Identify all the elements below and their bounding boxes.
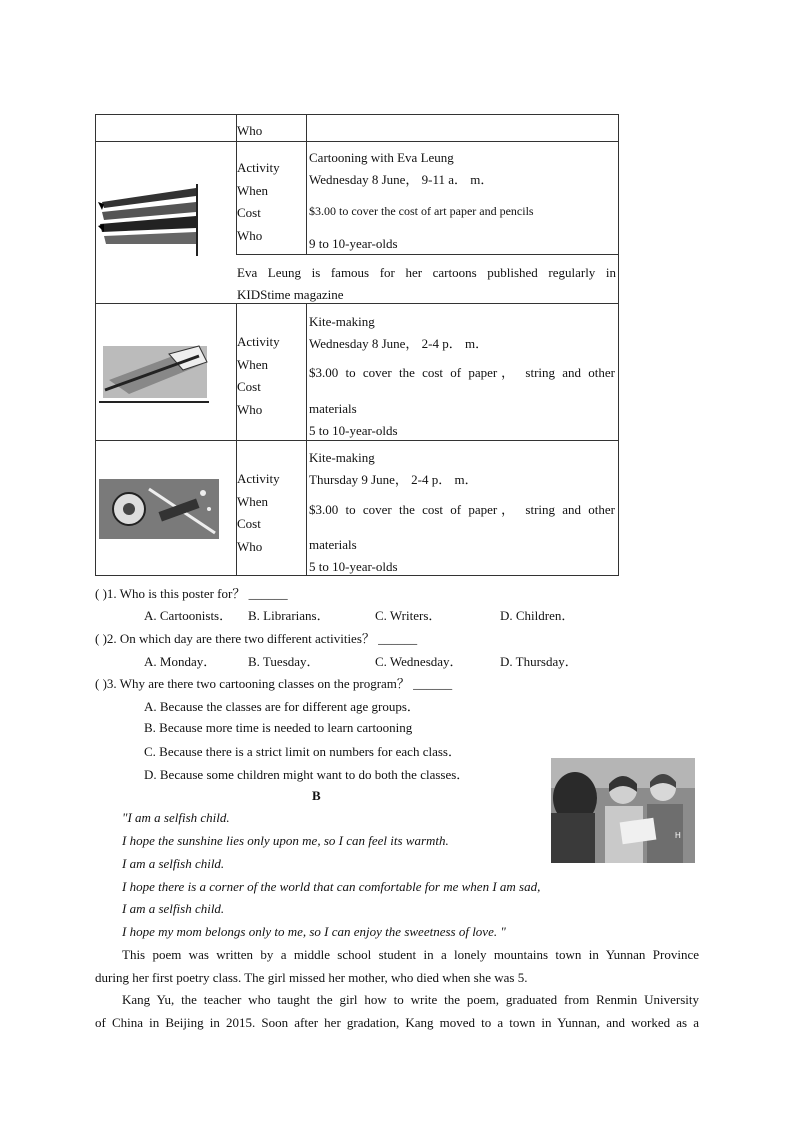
table-row-kite-making-thu <box>96 440 618 576</box>
when-value: Thursday 9 June， 2-4 p． m． <box>309 472 478 487</box>
option-d: D. Because some children might want to do both the classes． <box>144 767 470 782</box>
option-b: B. Because more time is needed to learn cartooning <box>144 720 413 735</box>
poem-line: "I am a selfish child. <box>122 810 230 825</box>
poem-line: I hope the sunshine lies only upon me, so I can feel its warmth. <box>122 833 449 848</box>
cost-value: $3.00 to cover the cost of paper， string and other <box>309 365 615 380</box>
activity-value: Kite-making <box>309 314 375 329</box>
table-row-cartooning <box>96 141 618 303</box>
question-stem: ( )2. On which day are there two different activities？ ______ <box>95 631 418 646</box>
activity-value: Kite-making <box>309 450 375 465</box>
cost-value-cont: materials <box>309 537 357 552</box>
option-a: A. Because the classes are for different age groups． <box>144 699 420 714</box>
activity-table <box>95 114 619 576</box>
option-b: B. Tuesday． <box>248 654 320 669</box>
who-label: Who <box>237 539 263 554</box>
cost-label: Cost <box>237 205 261 220</box>
who-value: 5 to 10-year-olds <box>309 559 398 574</box>
option-c: C. Wednesday． <box>375 654 463 669</box>
who-value: 9 to 10-year-olds <box>309 236 398 251</box>
table-header-row <box>96 115 618 141</box>
option-a: A. Monday． <box>144 654 217 669</box>
when-value: Wednesday 8 June， 2-4 p． m． <box>309 336 489 351</box>
question-stem: ( )3. Why are there two cartooning classes on the program？ ______ <box>95 676 453 691</box>
activity-value: Cartooning with Eva Leung <box>309 150 454 165</box>
when-label: When <box>237 357 269 372</box>
activity-label: Activity <box>237 471 280 486</box>
eva-leung-note: Eva Leung is famous for her cartoons published regularly in KIDStime magazine <box>236 254 618 305</box>
cost-value: $3.00 to cover the cost of art paper and pencils <box>309 204 534 218</box>
poem-line: I hope my mom belongs only to me, so I can enjoy the sweetness of love. " <box>122 924 506 939</box>
option-c: C. Because there is a strict limit on numbers for each class． <box>144 744 461 759</box>
when-label: When <box>237 183 269 198</box>
kite-tools-icon <box>99 479 219 539</box>
table-row-kite-making-wed <box>96 303 618 440</box>
when-label: When <box>237 494 269 509</box>
poem-line: I am a selfish child. <box>122 901 225 916</box>
activity-label: Activity <box>237 334 280 349</box>
poem-line: I hope there is a corner of the world that can comfortable for me when I am sad, <box>122 879 541 894</box>
poem-line: I am a selfish child. <box>122 856 225 871</box>
option-d: D. Children． <box>500 608 575 623</box>
option-d: D. Thursday． <box>500 654 578 669</box>
section-b-heading: B <box>312 788 321 803</box>
cost-label: Cost <box>237 516 261 531</box>
question-stem: ( )1. Who is this poster for？ ______ <box>95 586 288 601</box>
pencils-icon <box>98 182 200 258</box>
option-a: A. Cartoonists． <box>144 608 233 623</box>
cost-label: Cost <box>237 379 261 394</box>
who-label: Who <box>237 402 263 417</box>
who-label: Who <box>237 228 263 243</box>
cost-value-cont: materials <box>309 401 357 416</box>
when-value: Wednesday 8 June， 9-11 a． m． <box>309 172 494 187</box>
activity-label: Activity <box>237 160 280 175</box>
option-b: B. Librarians． <box>248 608 330 623</box>
cost-value: $3.00 to cover the cost of paper， string and other <box>309 502 615 517</box>
option-c: C. Writers． <box>375 608 442 623</box>
kite-materials-icon <box>99 340 209 406</box>
who-value: 5 to 10-year-olds <box>309 423 398 438</box>
who-label: Who <box>237 123 263 138</box>
svg-text:H: H <box>675 831 681 840</box>
children-reading-photo <box>551 758 695 863</box>
